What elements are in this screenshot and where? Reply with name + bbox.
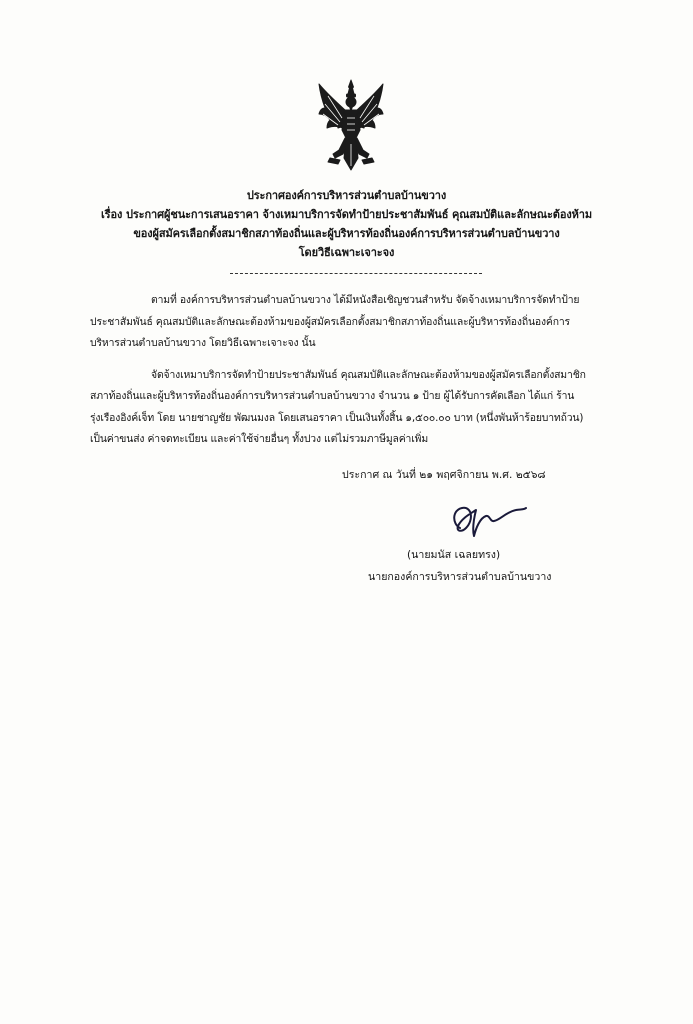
body-line: สภาท้องถิ่นและผู้บริหารท้องถิ่นองค์การบริหารส่วนตำบลบ้านขวาง จำนวน ๑ ป้าย ผู้ได้รับการคัดเลือก ได้แก่ ร้าน <box>90 390 575 402</box>
title-line: ของผู้สมัครเลือกตั้งสมาชิกสภาท้องถิ่นและผู้บริหารท้องถิ่นองค์การบริหารส่วนตำบลบ้านขวาง <box>133 227 560 240</box>
title-divider <box>230 273 482 274</box>
handwritten-signature-icon <box>446 498 528 542</box>
signer-name: (นายมนัส เฉลยทรง) <box>407 549 501 561</box>
title-line: เรื่อง ประกาศผู้ชนะการเสนอราคา จ้างเหมาบริการจัดทำป้ายประชาสัมพันธ์ คุณสมบัติและลักษณะต้องห้าม <box>101 208 592 221</box>
body-line: ตามที่ องค์การบริหารส่วนตำบลบ้านขวาง ได้มีหนังสือเชิญชวนสำหรับ จัดจ้างเหมาบริการจัดทำป้าย <box>151 294 580 306</box>
body-line: รุ่งเรืองอิงค์เจ็ท โดย นายชาญชัย พัฒนมงล โดยเสนอราคา เป็นเงินทั้งสิ้น ๑,๕๐๐.๐๐ บาท (หนึ่งพันห้าร้อยบาทถ้วน) <box>90 411 584 424</box>
garuda-emblem-icon <box>316 78 386 178</box>
paragraph-gap <box>90 355 630 365</box>
signer-title: นายกองค์การบริหารส่วนตำบลบ้านขวาง <box>368 571 552 583</box>
body-line: เป็นค่าขนส่ง ค่าจดทะเบียน และค่าใช้จ่ายอื่นๆ ทั้งปวง แต่ไม่รวมภาษีมูลค่าเพิ่ม <box>90 433 429 445</box>
body-line: ประชาสัมพันธ์ คุณสมบัติและลักษณะต้องห้ามของผู้สมัครเลือกตั้งสมาชิกสภาท้องถิ่นและผู้บริหารท้องถิ่นองค์การ <box>90 315 570 328</box>
title-line: โดยวิธีเฉพาะเจาะจง <box>298 246 395 259</box>
body-line: จัดจ้างเหมาบริการจัดทำป้ายประชาสัมพันธ์ คุณสมบัติและลักษณะต้องห้ามของผู้สมัครเลือกตั้งสมาชิก <box>151 368 586 381</box>
announcement-title <box>60 186 633 262</box>
title-line: ประกาศองค์การบริหารส่วนตำบลบ้านขวาง <box>246 189 447 202</box>
announcement-body <box>90 290 630 451</box>
body-line: บริหารส่วนตำบลบ้านขวาง โดยวิธีเฉพาะเจาะจง นั้น <box>90 337 316 349</box>
announcement-date: ประกาศ ณ วันที่ ๒๑ พฤศจิกายน พ.ศ. ๒๕๖๘ <box>342 469 546 481</box>
